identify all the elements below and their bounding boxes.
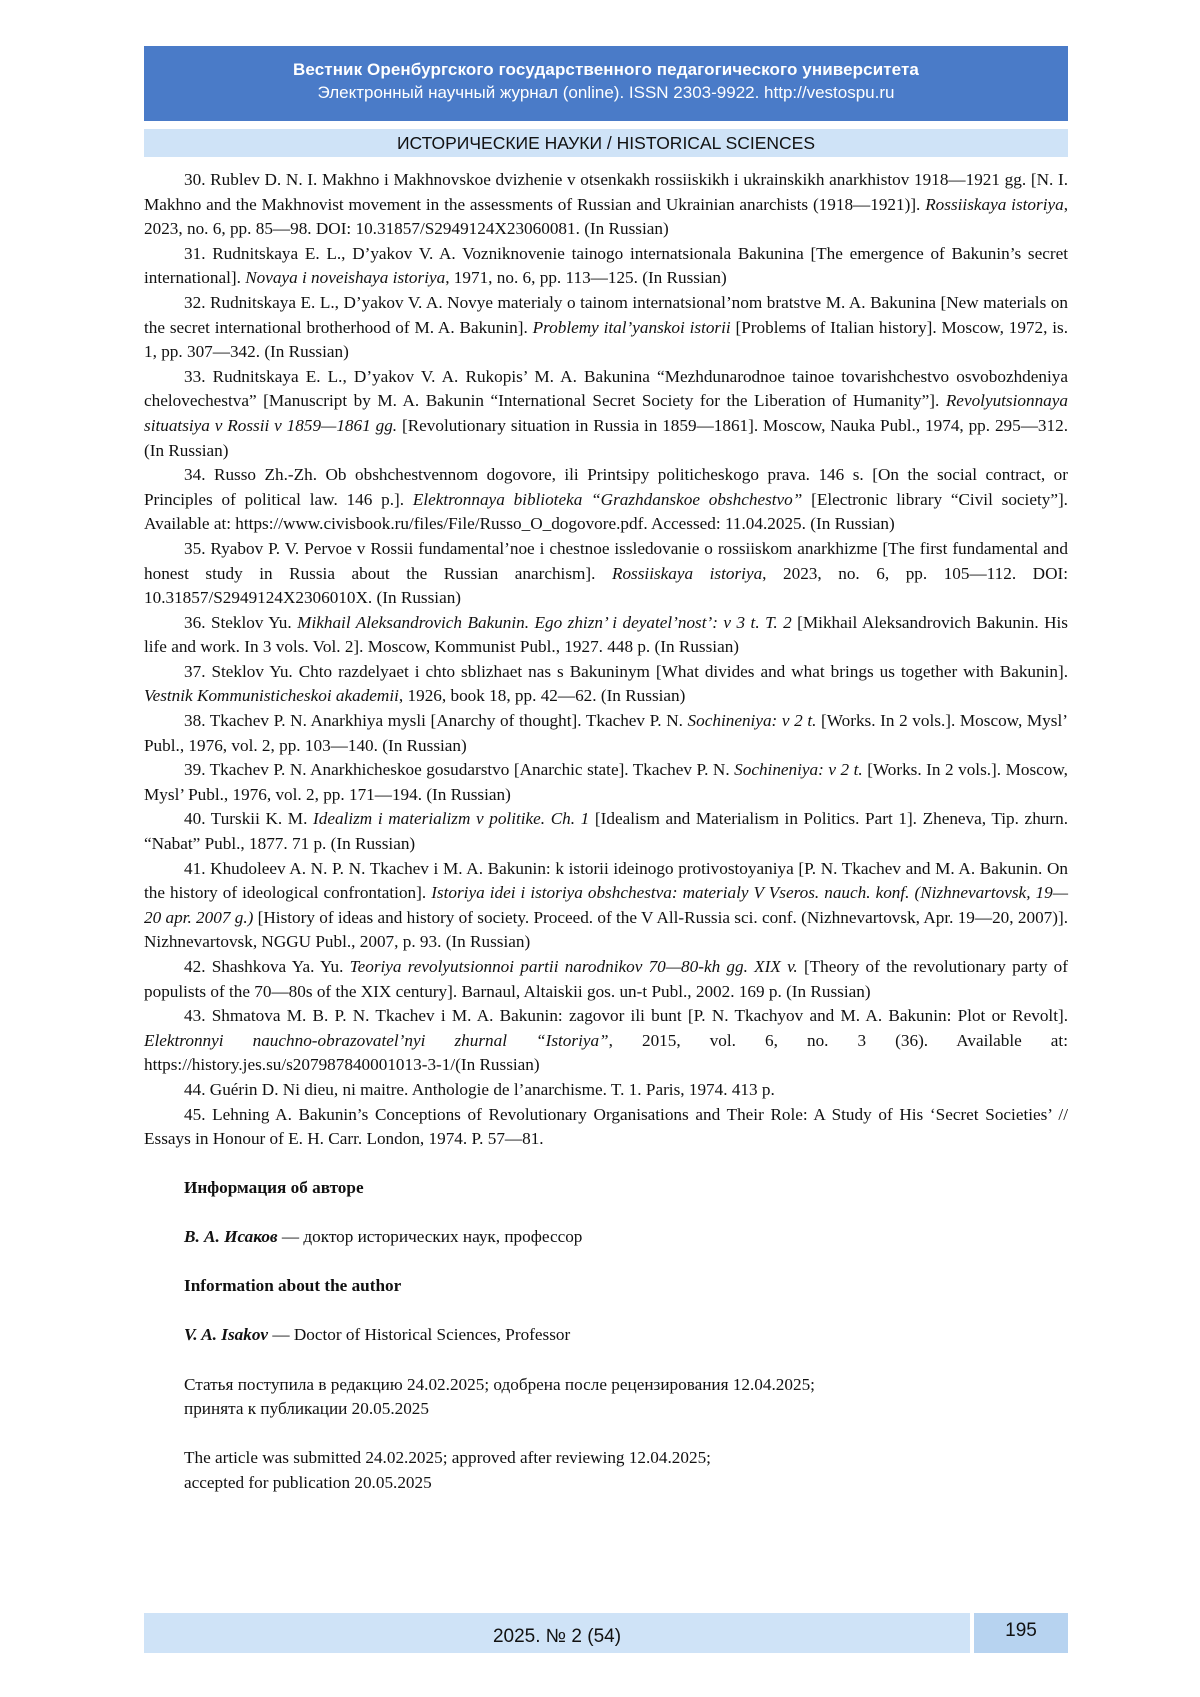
reference-item: 38. Tkachev P. N. Anarkhiya mysli [Anarchy of thought]. Tkachev P. N. Sochineniya: v 2 t. [Works. In 2 vols.]. Moscow, Mysl’ Publ., 1976, vol. 2, pp. 103—140. (In Russian) bbox=[144, 711, 1068, 755]
author-info bbox=[144, 1176, 1068, 1496]
dates-en: The article was submitted 24.02.2025; approved after reviewing 12.04.2025; accepted for publication 20.05.2025 bbox=[184, 1448, 711, 1492]
reference-item: 40. Turskii K. M. Idealizm i materializm v politike. Ch. 1 [Idealism and Materialism in Politics. Part 1]. Zheneva, Tip. zhurn. “Nabat” Publ., 1877. 71 p. (In Russian) bbox=[144, 809, 1068, 854]
author-info-heading-ru: Информация об авторе bbox=[184, 1177, 364, 1197]
journal-subtitle: Электронный научный журнал (online). ISSN 2303-9922. http://vestospu.ru bbox=[317, 83, 895, 102]
reference-item: 44. Guérin D. Ni dieu, ni maitre. Anthologie de l’anarchisme. T. 1. Paris, 1974. 413 p. bbox=[184, 1079, 775, 1099]
reference-item: 31. Rudnitskaya E. L., D’yakov V. A. Vozniknovenie tainogo internatsionala Bakunina [The emergence of Bakunin’s secret international]. Novaya i noveishaya istoriya, 1971, no. 6, pp. 113—125. (In Russian) bbox=[144, 243, 1068, 288]
author-line-en bbox=[184, 1323, 1068, 1348]
author-name-ru: В. А. Исаков bbox=[184, 1226, 278, 1246]
section-title: ИСТОРИЧЕСКИЕ НАУКИ / HISTORICAL SCIENCES bbox=[144, 129, 1068, 157]
reference-item: 39. Tkachev P. N. Anarkhicheskoe gosudarstvo [Anarchic state]. Tkachev P. N. Sochineniya: v 2 t. [Works. In 2 vols.]. Moscow, Mysl’ Publ., 1976, vol. 2, pp. 171—194. (In Russian) bbox=[144, 760, 1068, 804]
author-name-en: V. A. Isakov bbox=[184, 1325, 269, 1345]
issue-number: 2025. № 2 (54) bbox=[144, 1613, 970, 1653]
reference-item: 43. Shmatova M. B. P. N. Tkachev i M. A. Bakunin: zagovor ili bunt [P. N. Tkachyov and M. A. Bakunin: Plot or Revolt]. Elektronnyi nauchno-obrazovatel’nyi zhurnal “Istoriya”, 2015, vol. 6, no. 3 (36). Available at: https://history.jes.su/s207987840001013-3-1/(In Russian) bbox=[144, 1006, 1068, 1075]
reference-item: 35. Ryabov P. V. Pervoe v Rossii fundamental’noe i chestnoe issledovanie o rossiiskom anarkhizme [The first fundamental and honest study in Russia about the Russian anarchism]. Rossiiskaya istoriya, 2023, no. 6, pp. 105—112. DOI: 10.31857/S2949124X2306010X. (In Russian) bbox=[144, 538, 1068, 608]
author-info-heading-en: Information about the author bbox=[184, 1276, 402, 1296]
page-number: 195 bbox=[974, 1613, 1068, 1653]
reference-item: 37. Steklov Yu. Chto razdelyaet i chto sblizhaet nas s Bakuninym [What divides and what brings us together with Bakunin]. Vestnik Kommunisticheskoi akademii, 1926, book 18, pp. 42—62. (In Russian) bbox=[144, 661, 1068, 706]
reference-item: 30. Rublev D. N. I. Makhno i Makhnovskoe dvizhenie v otsenkakh rossiiskikh i ukrainskikh anarkhistov 1918—1921 gg. [N. I. Makhno and the Makhnovist movement in the assessments of Russian and Ukrainian anarchists (1918—1921)]. Rossiiskaya istoriya, 2023, no. 6, pp. 85—98. DOI: 10.31857/S2949124X23060081. (In Russian) bbox=[144, 170, 1068, 239]
reference-item: 42. Shashkova Ya. Yu. Teoriya revolyutsionnoi partii narodnikov 70—80-kh gg. XIX v. [Theory of the revolutionary party of populists of the 70—80s of the XIX century]. Barnaul, Altaiskii gos. un-t Publ., 2002. 169 p. (In Russian) bbox=[144, 957, 1068, 1001]
reference-list bbox=[144, 168, 1068, 1152]
reference-item: 45. Lehning A. Bakunin’s Conceptions of Revolutionary Organisations and Their Role: A Study of His ‘Secret Societies’ // Essays in Honour of E. H. Carr. London, 1974. P. 57—81. bbox=[144, 1104, 1068, 1149]
author-desc-en: — Doctor of Historical Sciences, Professor bbox=[268, 1325, 571, 1345]
page-body bbox=[144, 168, 1068, 1520]
page-footer bbox=[144, 1613, 1068, 1653]
reference-item: 33. Rudnitskaya E. L., D’yakov V. A. Rukopis’ M. A. Bakunina “Mezhdunarodnoe tainoe tovarishchestvo osvobozhdeniya chelovechestva” [Manuscript by M. A. Bakunin “International Secret Society for the Liberation of Humanity”]. Revolyutsionnaya situatsiya v Rossii v 1859—1861 gg. [Revolutionary situation in Russia in 1859—1861]. Moscow, Nauka Publ., 1974, pp. 295—312. (In Russian) bbox=[144, 366, 1068, 460]
author-line-ru bbox=[184, 1225, 1068, 1250]
journal-header bbox=[144, 46, 1068, 121]
dates-ru: Статья поступила в редакцию 24.02.2025; одобрена после рецензирования 12.04.2025; принята к публикации 20.05.2025 bbox=[184, 1374, 815, 1419]
reference-item: 34. Russo Zh.-Zh. Ob obshchestvennom dogovore, ili Printsipy politicheskogo prava. 146 s. [On the social contract, or Principles of political law. 146 p.]. Elektronnaya biblioteka “Grazhdanskoe obshchestvo” [Electronic library “Civil society”]. Available at: https://www.civisbook.ru/files/File/Russo_O_dogovore.pdf. Accessed: 11.04.2025. (In Russian) bbox=[144, 465, 1068, 534]
reference-item: 32. Rudnitskaya E. L., D’yakov V. A. Novye materialy o tainom internatsional’nom bratstve M. A. Bakunina [New materials on the secret international brotherhood of M. A. Bakunin]. Problemy ital’yanskoi istorii [Problems of Italian history]. Moscow, 1972, is. 1, pp. 307—342. (In Russian) bbox=[144, 292, 1069, 362]
journal-title: Вестник Оренбургского государственного педагогического университета bbox=[293, 60, 919, 79]
reference-item: 36. Steklov Yu. Mikhail Aleksandrovich Bakunin. Ego zhizn’ i deyatel’nost’: v 3 t. T. 2 [Mikhail Aleksandrovich Bakunin. His life and work. In 3 vols. Vol. 2]. Moscow, Kommunist Publ., 1927. 448 p. (In Russian) bbox=[144, 612, 1068, 657]
reference-item: 41. Khudoleev A. N. P. N. Tkachev i M. A. Bakunin: k istorii ideinogo protivostoyaniya [P. N. Tkachev and M. A. Bakunin. On the history of ideological confrontation]. Istoriya idei i istoriya obshchestva: materialy V Vseros. nauch. konf. (Nizhnevartovsk, 19—20 apr. 2007 g.) [History of ideas and history of society. Proceed. of the V All-Russia sci. conf. (Nizhnevartovsk, Apr. 19—20, 2007)]. Nizhnevartovsk, NGGU Publ., 2007, p. 93. (In Russian) bbox=[144, 858, 1068, 952]
author-desc-ru: — доктор исторических наук, профессор bbox=[277, 1226, 583, 1246]
